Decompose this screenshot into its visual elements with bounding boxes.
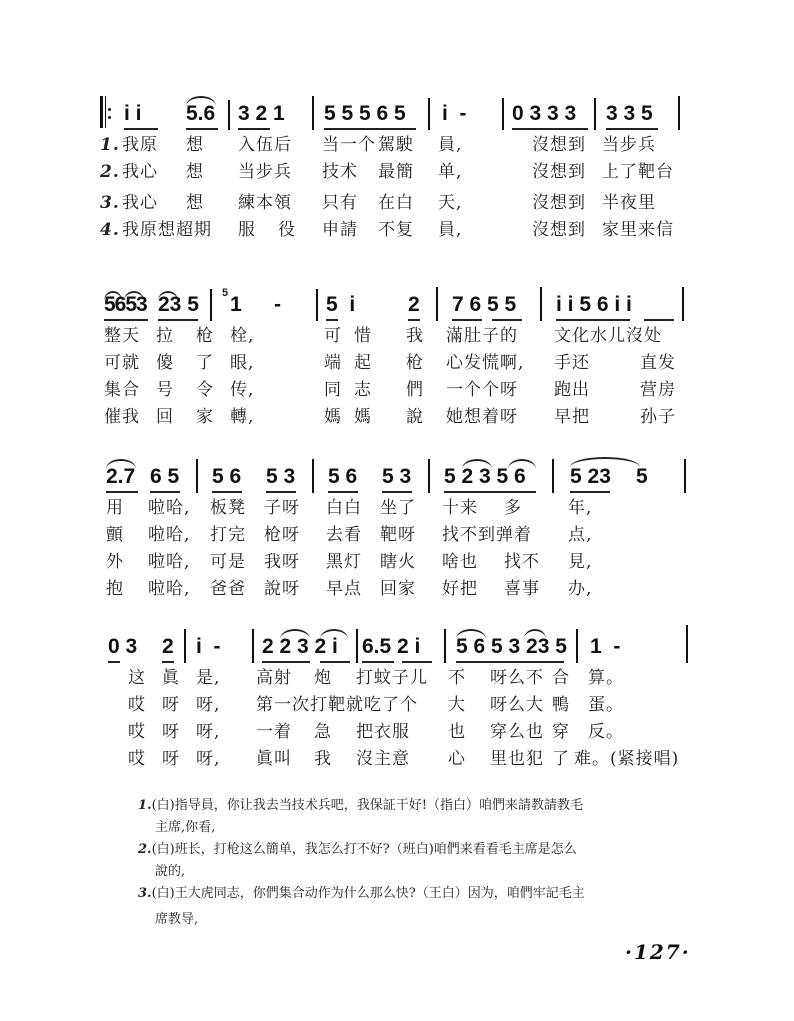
barline [312,459,314,493]
note-group: 5 6 5 3 23 5 [456,635,567,658]
footnote-2: 2.(白)班长，打枪这么簡单，我怎么打不好?（班白)咱們来看看毛主席是怎么 [138,842,577,857]
lyrics-verse-2: 哎 呀 呀, 第一次打靶就吃了个 大 呀么大 鴨 蛋。 [128,695,624,715]
note-group: 3 2 1 [238,102,285,125]
barline [312,96,314,130]
lyrics-verse-1: 用 啦哈, 板凳 子呀 白白 坐了 十来 多 年, [106,498,593,518]
note-group: i - [442,102,467,125]
footnote-2-cont: 說的, [155,864,186,879]
barline [252,629,254,663]
lyrics-verse-3: 外 啦哈, 可是 我呀 黑灯 瞎火 啥也 找不 見, [106,552,593,572]
notation-row [100,283,700,325]
barline [576,629,578,663]
note-group: 23 5 [158,293,199,316]
music-system-1 [100,92,700,246]
note-group: i i [124,102,142,125]
note-group: 6 5 [150,465,180,488]
lyrics-verse-1: 1. 我原 想 入伍后 当一个 駕駛 員, 沒想到 当步兵 [100,135,656,155]
barline [682,287,684,321]
note-group: 2 [162,635,174,658]
barline [594,98,596,130]
lyrics-verse-4: 催我 回 家 轉, 媽 媽 說 她想着呀 早把 孙子 [104,407,676,427]
barline [228,100,230,130]
barline [444,629,446,663]
note-group: 6.5 2 i [362,635,421,658]
note-group: 5653 [104,293,147,316]
spoken-dialogue-notes [138,795,708,931]
footnote-1-cont: 主席,你看, [155,820,216,835]
footnote-3-cont: 席教导, [155,912,199,927]
barline [436,287,438,321]
note-group: 0 3 3 3 [512,102,577,125]
note-group: 5 5 5 6 5 [324,102,406,125]
note-group: 5 2 3 5 6 [444,465,526,488]
note-group: 5 i [326,293,356,316]
barline [356,629,358,663]
music-system-3 [100,455,700,605]
lyrics-verse-2: 2. 我心 想 当步兵 技术 最簡 单, 沒想到 上了靶台 [100,162,674,182]
repeat-start-sign [100,96,110,128]
note-group: 5 6 [212,465,242,488]
note-group: 0 3 [108,635,138,658]
barline [428,459,430,493]
note-group: 5.6 [186,102,216,125]
lyrics-verse-2: 可就 傻 了 眼, 端 起 枪 心发慌啊, 手还 直发 [104,353,676,373]
barline [184,629,186,663]
barline [210,289,212,321]
note-group: 2 [408,293,420,316]
note-group: 5 3 [266,465,296,488]
barline [316,289,318,321]
music-system-4 [100,625,700,775]
footnote-1: 1.(白)指导員，你让我去当技术兵吧，我保証干好!（指白）咱們来請教請教毛 [138,798,583,813]
note-group: 1 [230,293,242,316]
barline [540,287,542,321]
lyrics-verse-1: 整天 拉 枪 栓, 可 惜 我 滿肚子的 文化水儿沒处 [104,326,662,346]
note-group: 5 [636,465,648,488]
lyrics-verse-4: 抱 啦哈, 爸爸 說呀 早点 回家 好把 喜事 办, [106,579,593,599]
barline [678,96,680,130]
note-group: - [274,293,281,316]
note-group: 2 2 3 2 i [262,635,338,658]
barline [686,625,688,663]
footnote-3: 3.(白)王大虎同志，你們集合动作为什么那么快?（王白）因为，咱們牢記毛主 [138,886,585,901]
note-group: 5 23 [570,465,611,488]
lyrics-verse-2: 顫 啦哈, 打完 枪呀 去看 靶呀 找不到弹着 点, [106,525,593,545]
lyrics-verse-4: 4. 我原想超期 服 役 申請 不复 員, 沒想到 家里来信 [100,220,674,240]
note-group: 5 6 [328,465,358,488]
note-group: 5 3 [382,465,412,488]
barline [684,459,686,493]
barline [502,98,504,130]
grace-note: 5 [222,287,229,299]
lyrics-verse-1: 这 眞 是, 高射 炮 打蚊子儿 不 呀么不 合 算。 [128,668,624,688]
notation-row [100,625,700,667]
note-group: 2.7 [106,465,136,488]
page-number: ·127· [625,940,691,964]
music-system-2 [100,283,700,433]
lyrics-verse-4: 哎 呀 呀, 眞叫 我 沒主意 心 里也犯 了 难。(紧接唱) [128,749,680,769]
note-group: i - [196,635,221,658]
lyrics-verse-3: 3. 我心 想 練本領 只有 在白 天, 沒想到 半夜里 [100,193,656,213]
note-group: i i 5 6 i i [556,293,632,316]
note-group: 7 6 5 5 [452,293,517,316]
barline [196,459,198,493]
lyrics-verse-3: 集合 号 令 传, 同 志 們 一个个呀 跑出 营房 [104,380,676,400]
barline [552,459,554,493]
note-group: 1 - [590,635,621,658]
lyrics-verse-3: 哎 呀 呀, 一着 急 把衣服 也 穿么也 穿 反。 [128,722,624,742]
barline [428,98,430,130]
note-group: 3 3 5 [606,102,653,125]
notation-row [100,92,700,134]
notation-row [100,455,700,497]
